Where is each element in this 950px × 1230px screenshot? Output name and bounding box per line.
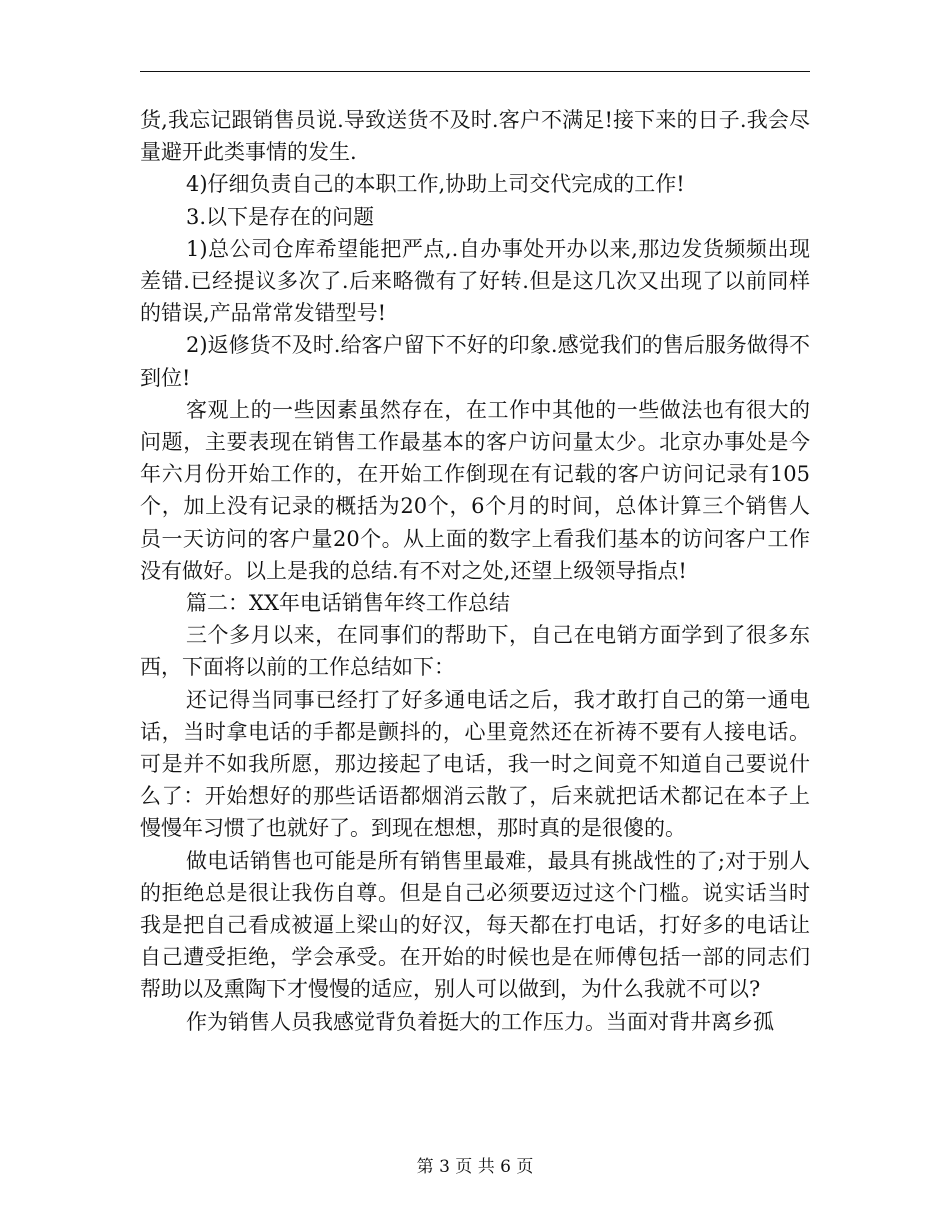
section-heading: 3.以下是存在的问题 bbox=[186, 204, 375, 229]
page-footer: 第 3 页 共 6 页 bbox=[416, 1157, 534, 1177]
paragraph: 三个多月以来，在同事们的帮助下，自己在电销方面学到了很多东西，下面将以前的工作总结如下： bbox=[140, 623, 810, 680]
document-body bbox=[140, 104, 810, 1038]
article-title: 篇二：XX年电话销售年终工作总结 bbox=[186, 591, 510, 616]
paragraph: 2)返修货不及时.给客户留下不好的印象.感觉我们的售后服务做得不到位! bbox=[140, 333, 810, 390]
paragraph: 做电话销售也可能是所有销售里最难，最具有挑战性的了;对于别人的拒绝总是很让我伤自尊。但是自己必须要迈过这个门槛。说实话当时我是把自己看成被逼上梁山的好汉，每天都在打电话，打好多的电话让自己遭受拒绝，学会承受。在开始的时候也是在师傅包括一部的同志们帮助以及熏陶下才慢慢的适应，别人可以做到，为什么我就不可以? bbox=[140, 848, 810, 1002]
paragraph: 4)仔细负责自己的本职工作,协助上司交代完成的工作! bbox=[186, 172, 685, 197]
paragraph: 1)总公司仓库希望能把严点,.自办事处开办以来,那边发货频频出现差错.已经提议多次了.后来略微有了好转.但是这几次又出现了以前同样的错误,产品常常发错型号! bbox=[140, 236, 810, 326]
paragraph: 客观上的一些因素虽然存在，在工作中其他的一些做法也有很大的问题，主要表现在销售工作最基本的客户访问量太少。北京办事处是今年六月份开始工作的，在开始工作倒现在有记载的客户访问记录有105个，加上没有记录的概括为20个，6个月的时间，总体计算三个销售人员一天访问的客户量20个。从上面的数字上看我们基本的访问客户工作没有做好。以上是我的总结.有不对之处,还望上级领导指点! bbox=[140, 397, 810, 583]
header-rule bbox=[140, 71, 810, 72]
paragraph: 作为销售人员我感觉背负着挺大的工作压力。当面对背井离乡孤 bbox=[186, 1009, 774, 1034]
paragraph: 还记得当同事已经打了好多通电话之后，我才敢打自己的第一通电话，当时拿电话的手都是颤抖的，心里竟然还在祈祷不要有人接电话。可是并不如我所愿，那边接起了电话，我一时之间竟不知道自己要说什么了：开始想好的那些话语都烟消云散了，后来就把话术都记在本子上慢慢年习惯了也就好了。到现在想想，那时真的是很傻的。 bbox=[140, 687, 810, 841]
paragraph: 货,我忘记跟销售员说.导致送货不及时.客户不满足!接下来的日子.我会尽量避开此类事情的发生. bbox=[140, 108, 810, 165]
